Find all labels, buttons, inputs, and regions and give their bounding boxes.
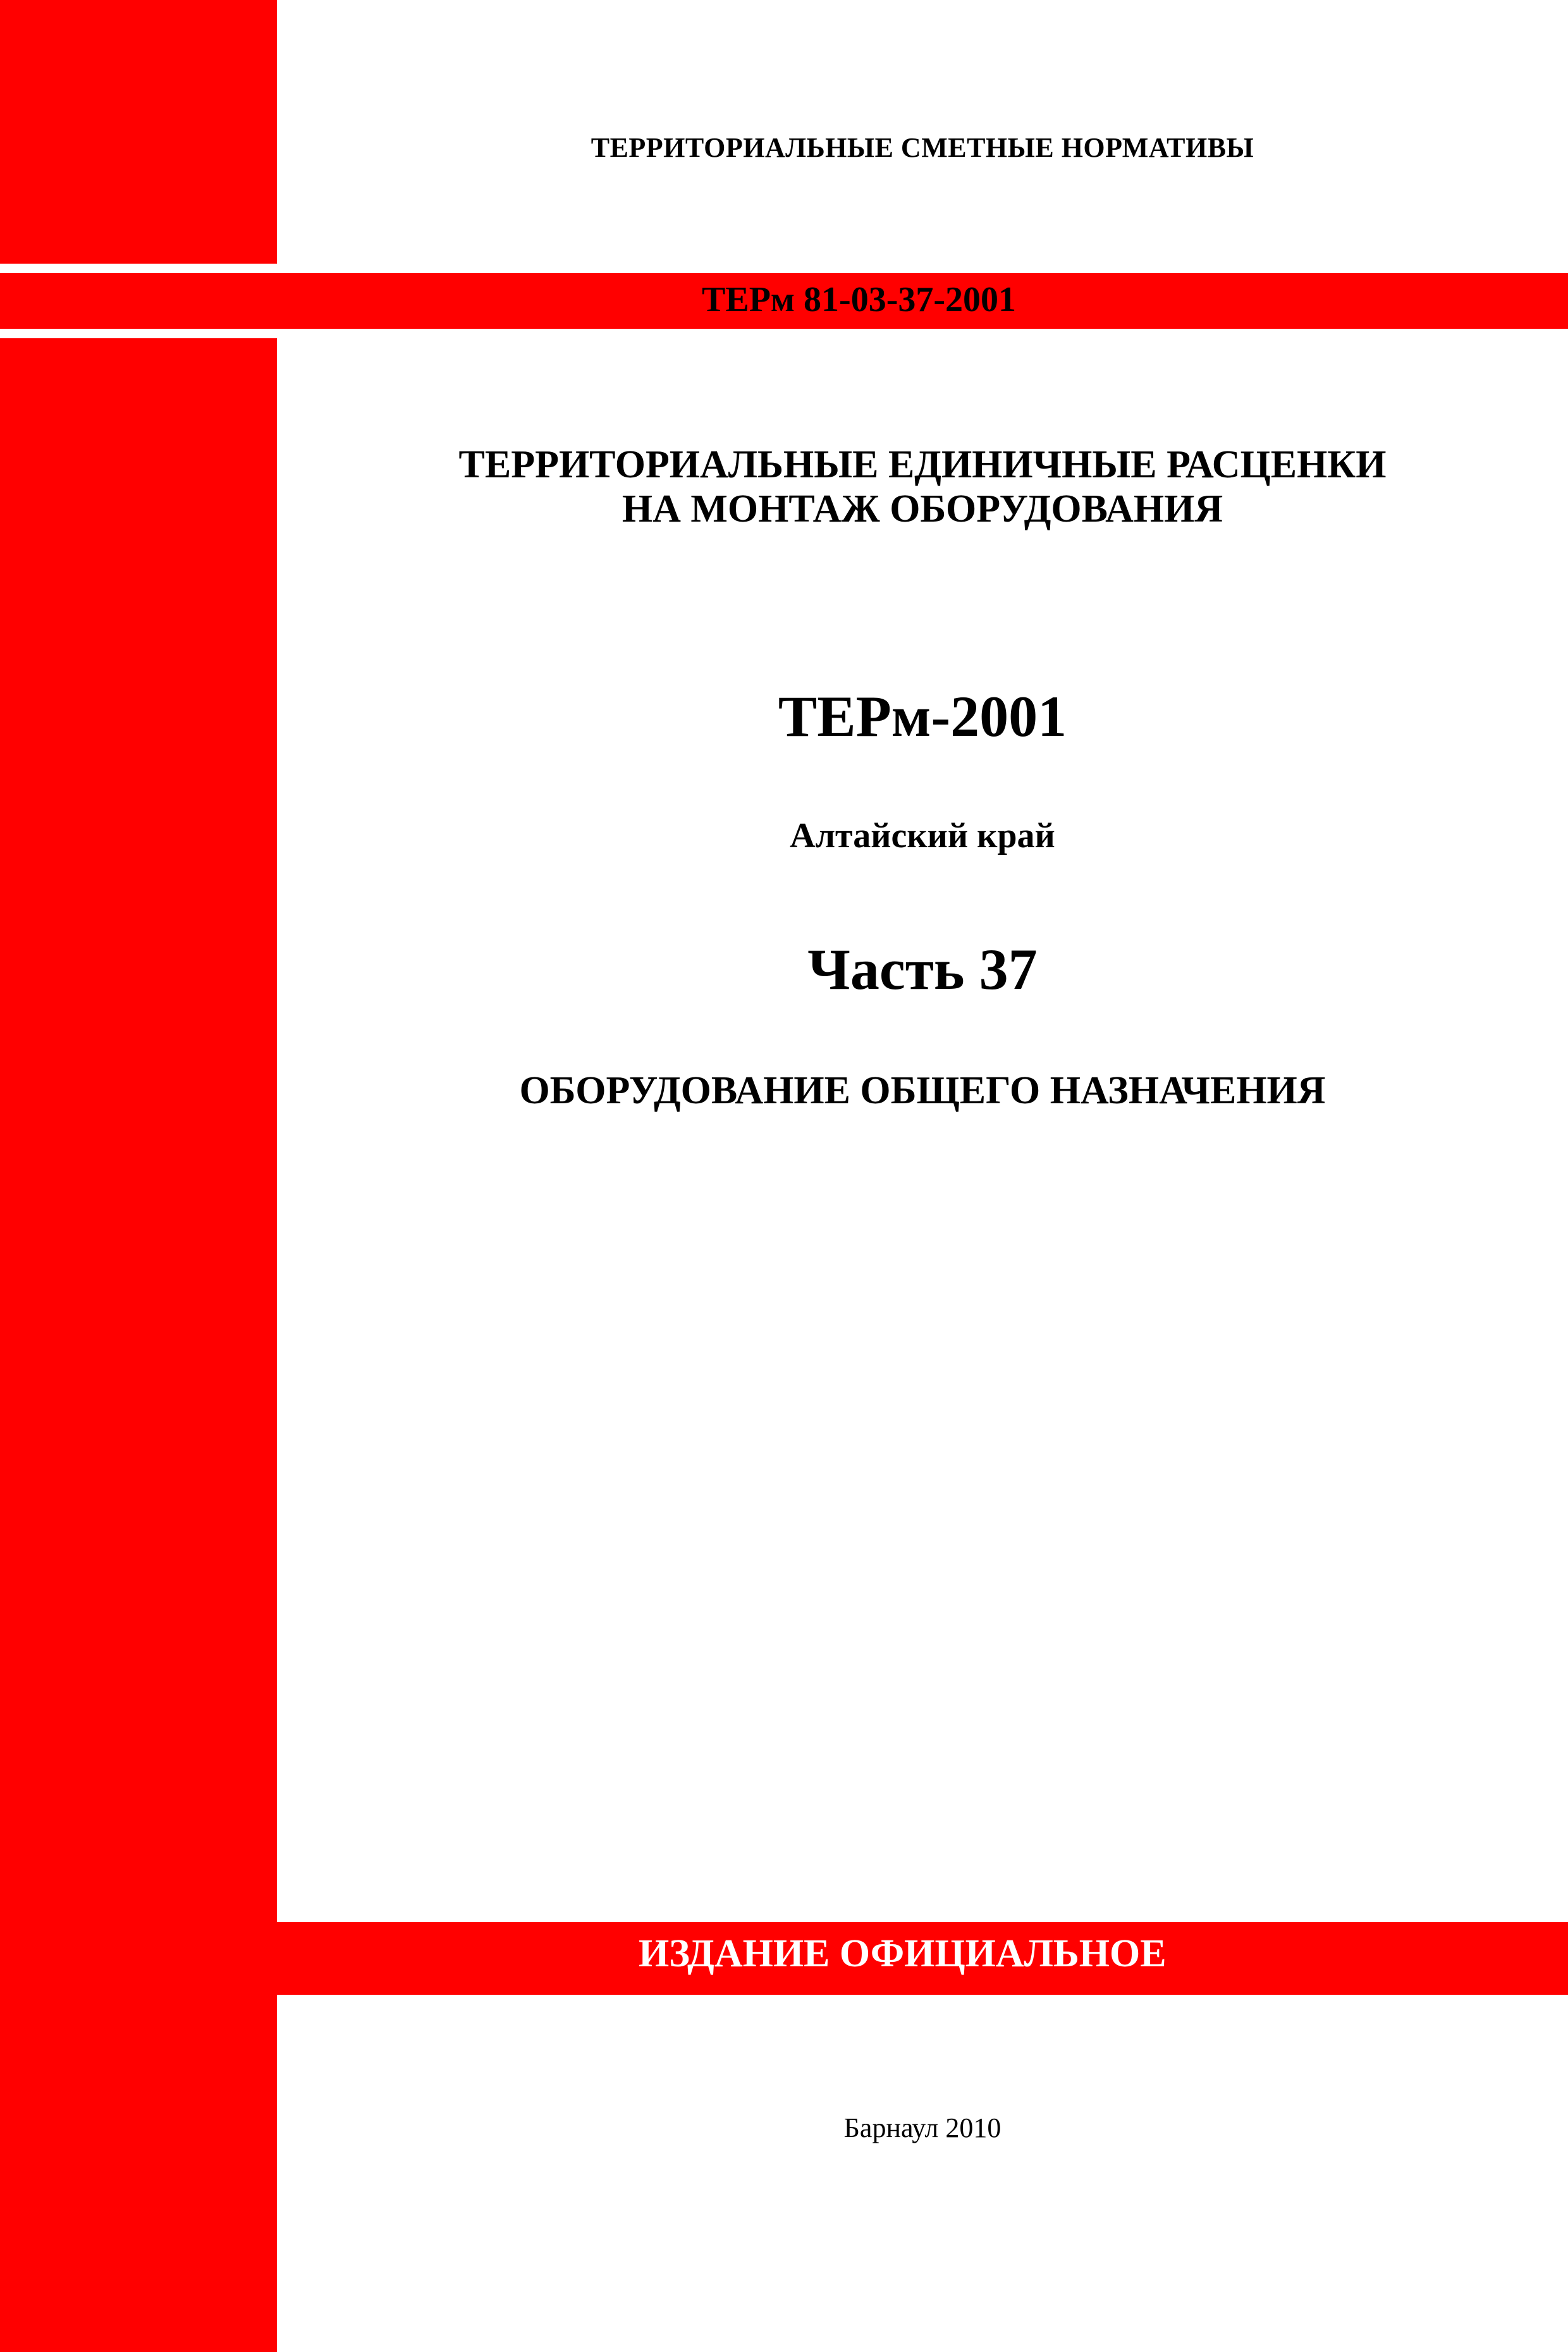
main-title-line2: НА МОНТАЖ ОБОРУДОВАНИЯ: [622, 487, 1223, 530]
imprint: Барнаул 2010: [843, 2112, 1001, 2143]
series-title: ТЕРРИТОРИАЛЬНЫЕ СМЕТНЫЕ НОРМАТИВЫ: [591, 132, 1254, 163]
short-code: ТЕРм-2001: [778, 684, 1067, 749]
document-code: ТЕРм 81-03-37-2001: [702, 280, 1016, 319]
left-red-bar-bottom: [0, 2004, 277, 2218]
section-title: ОБОРУДОВАНИЕ ОБЩЕГО НАЗНАЧЕНИЯ: [519, 1069, 1326, 1112]
left-red-bar-top: [0, 0, 277, 264]
part-number: Часть 37: [807, 937, 1038, 1001]
main-title-line1: ТЕРРИТОРИАЛЬНЫЕ ЕДИНИЧНЫЕ РАСЦЕНКИ: [458, 443, 1387, 486]
region: Алтайский край: [790, 816, 1055, 855]
edition-label: ИЗДАНИЕ ОФИЦИАЛЬНОЕ: [639, 1932, 1167, 1975]
